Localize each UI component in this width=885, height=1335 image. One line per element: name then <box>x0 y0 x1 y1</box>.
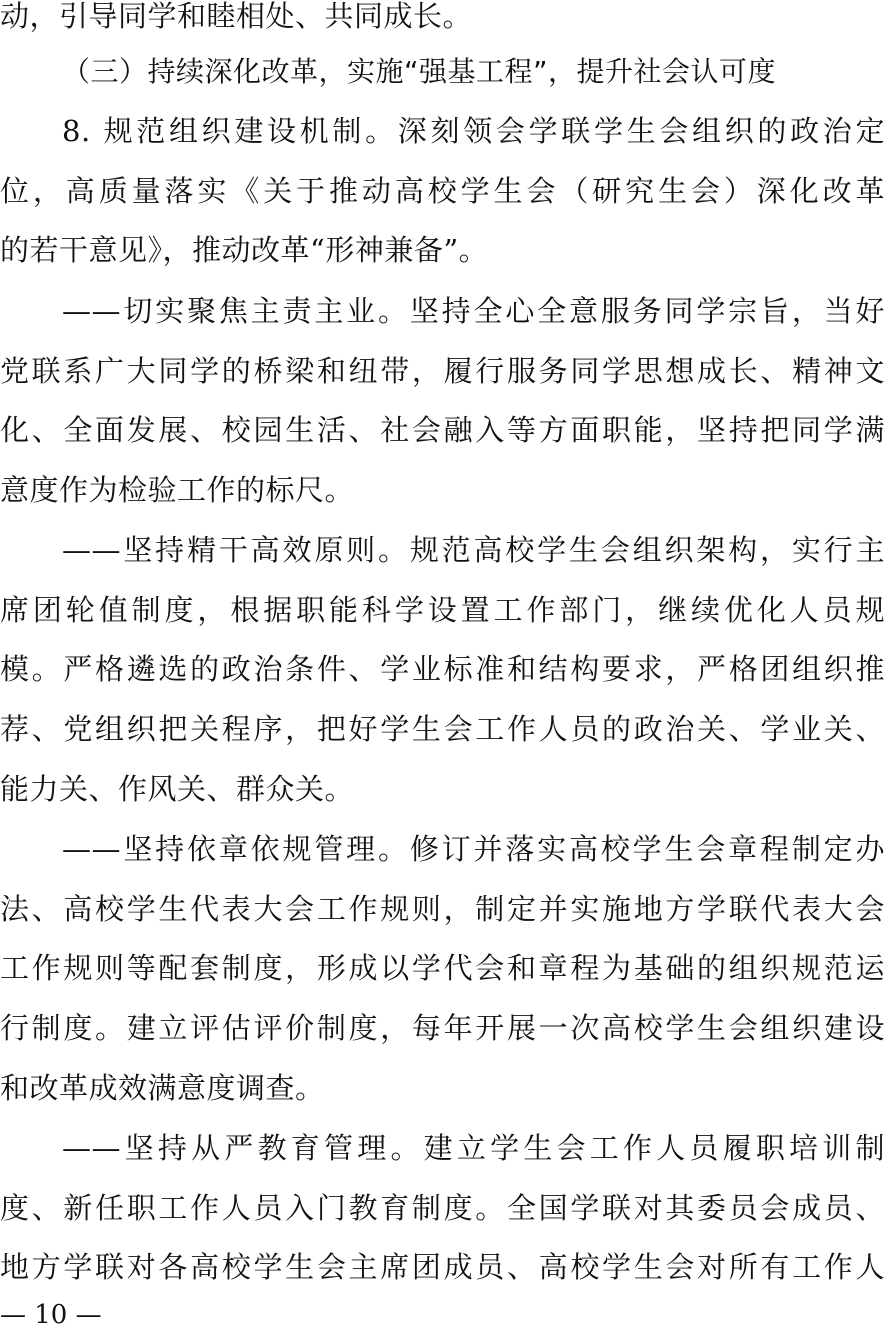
paragraph-line: 动，引导同学和睦相处、共同成长。 <box>0 0 473 33</box>
paragraph-line: 党联系广大同学的桥梁和纽带，履行服务同学思想成长、精神文 <box>0 354 885 388</box>
paragraph-line: ——坚持依章依规管理。修订并落实高校学生会章程制定办 <box>62 832 885 866</box>
paragraph-line: 8. 规范组织建设机制。深刻领会学联学生会组织的政治定 <box>62 114 885 148</box>
paragraph-line: 意度作为检验工作的标尺。 <box>0 473 355 507</box>
section-heading: （三）持续深化改革，实施“强基工程”，提升社会认可度 <box>62 55 777 88</box>
paragraph-line: 度、新任职工作人员入门教育制度。全国学联对其委员会成员、 <box>0 1191 885 1225</box>
paragraph-line: 法、高校学生代表大会工作规则，制定并实施地方学联代表大会 <box>0 892 885 926</box>
paragraph-line: ——坚持从严教育管理。建立学生会工作人员履职培训制 <box>62 1131 885 1165</box>
paragraph-line: 荐、党组织把关程序，把好学生会工作人员的政治关、学业关、 <box>0 712 885 746</box>
paragraph-line: 能力关、作风关、群众关。 <box>0 772 355 806</box>
paragraph-line: 席团轮值制度，根据职能科学设置工作部门，继续优化人员规 <box>0 593 885 627</box>
page-number: — 10 — <box>0 1300 102 1330</box>
paragraph-line: ——切实聚焦主责主业。坚持全心全意服务同学宗旨，当好 <box>62 294 885 328</box>
paragraph-line: 行制度。建立评估评价制度，每年开展一次高校学生会组织建设 <box>0 1011 885 1045</box>
paragraph-line: 和改革成效满意度调查。 <box>0 1071 325 1105</box>
paragraph-line: 化、全面发展、校园生活、社会融入等方面职能，坚持把同学满 <box>0 413 885 447</box>
paragraph-line: 工作规则等配套制度，形成以学代会和章程为基础的组织规范运 <box>0 951 885 985</box>
paragraph-line: 地方学联对各高校学生会主席团成员、高校学生会对所有工作人 <box>0 1250 885 1284</box>
paragraph-line: 位，高质量落实《关于推动高校学生会（研究生会）深化改革 <box>0 174 885 208</box>
paragraph-line: 模。严格遴选的政治条件、学业标准和结构要求，严格团组织推 <box>0 652 885 686</box>
paragraph-line: ——坚持精干高效原则。规范高校学生会组织架构，实行主 <box>62 533 885 567</box>
paragraph-line: 的若干意见》，推动改革“形神兼备”。 <box>0 233 489 267</box>
